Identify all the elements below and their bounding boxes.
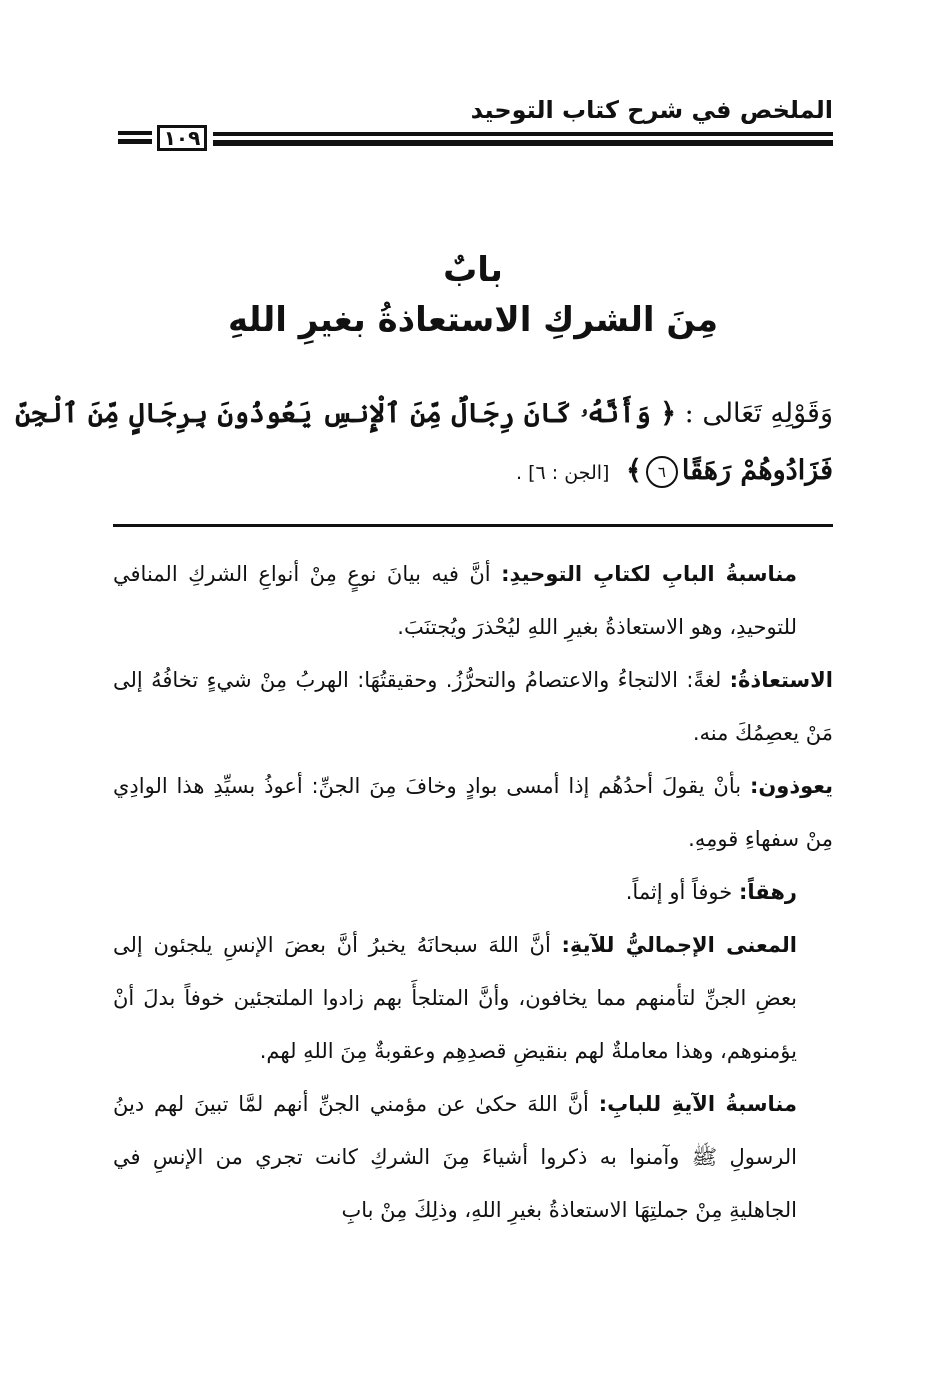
section-paragraph: [113, 919, 833, 1078]
page-number-side-rule-bottom: [118, 139, 152, 144]
verse-reference: [الجن : ٦] .: [516, 462, 610, 484]
section-paragraph: [113, 866, 833, 919]
section-term: مناسبةُ البابِ لكتابِ التوحيدِ:: [501, 562, 797, 586]
section-paragraph: [113, 654, 833, 760]
section-paragraph: [113, 760, 833, 866]
section-text: أنَّ اللهَ سبحانَهُ يخبرُ أنَّ بعضَ الإنسِ يلجئون إلى بعضِ الجنِّ لتأمنهم مما يخافون، وأنَّ المتلجأَ بهم زادوا الملتجئين خوفاً بدلَ أنْ يؤمنوهم، وهذا معاملةٌ لهم بنقيضِ قصدِهِم وعقوبةٌ مِنَ اللهِ لهم.: [113, 933, 797, 1063]
section-term: رهقاً:: [738, 880, 797, 904]
chapter-title: مِنَ الشركِ الاستعاذةُ بغيرِ اللهِ: [228, 300, 718, 340]
section-paragraph: [113, 548, 833, 654]
section-term: المعنى الإجماليُّ للآيةِ:: [561, 933, 797, 957]
header-rule-thick: [213, 140, 833, 146]
verse-text-line-1: ﴿ وَأَنَّهُۥ كَانَ رِجَالٌ مِّنَ ٱلْإِنسِ يَعُوذُونَ بِرِجَالٍ مِّنَ ٱلْجِنِّ: [15, 398, 677, 429]
section-term: مناسبةُ الآيةِ للبابِ:: [598, 1092, 797, 1116]
section-term: يعوذون:: [749, 774, 833, 798]
page-number-side-rule-top: [118, 131, 152, 135]
ayah-number-mark: ٦: [646, 456, 678, 488]
verse-line-2: [113, 455, 833, 488]
header-rule-thin: [213, 132, 833, 136]
commentary-body: [113, 548, 833, 1237]
verse-intro: وَقَوْلِهِ تَعَالى :: [684, 398, 833, 429]
running-title: الملخص في شرح كتاب التوحيد: [470, 96, 833, 124]
page-number: ١٠٩: [157, 125, 207, 151]
section-text: أنَّ اللهَ حكىٰ عن مؤمني الجنِّ أنهم لمَّا تبينَ لهم دينُ الرسولِ ﷺ وآمنوا به ذكروا أشياءَ مِنَ الشركِ كانت تجري من الإنسِ في الجاهليةِ مِنْ جملتِهَا الاستعاذةُ بغيرِ اللهِ، وذلِكَ مِنْ بابِ: [113, 1092, 797, 1222]
section-text: بأنْ يقولَ أحدُهُم إذا أمسى بوادٍ وخافَ مِنَ الجنِّ: أعوذُ بسيِّدِ هذا الوادِي مِنْ سفهاءِ قومِهِ.: [113, 774, 833, 851]
section-term: الاستعاذةُ:: [729, 668, 834, 692]
section-text: أنَّ فيه بيانَ نوعٍ مِنْ أنواعِ الشركِ المنافي للتوحيدِ، وهو الاستعاذةُ بغيرِ اللهِ ليُحْذرَ ويُجتنَبَ.: [113, 562, 797, 639]
verse-text-line-2: فَزَادُوهُمْ رَهَقًا: [681, 455, 833, 486]
verse-line-1: [15, 398, 833, 430]
section-text: لغةً: الالتجاءُ والاعتصامُ والتحرُّزُ. وحقيقتُهَا: الهربُ مِنْ شيءٍ تخافُهُ إلى مَنْ يعصِمُكَ منه.: [113, 668, 833, 745]
verse-closing-bracket: ﴾: [626, 455, 642, 486]
section-text: خوفاً أو إثماً.: [625, 880, 733, 904]
section-separator: [113, 524, 833, 527]
section-paragraph: [113, 1078, 833, 1237]
chapter-label: بابٌ: [443, 250, 503, 290]
